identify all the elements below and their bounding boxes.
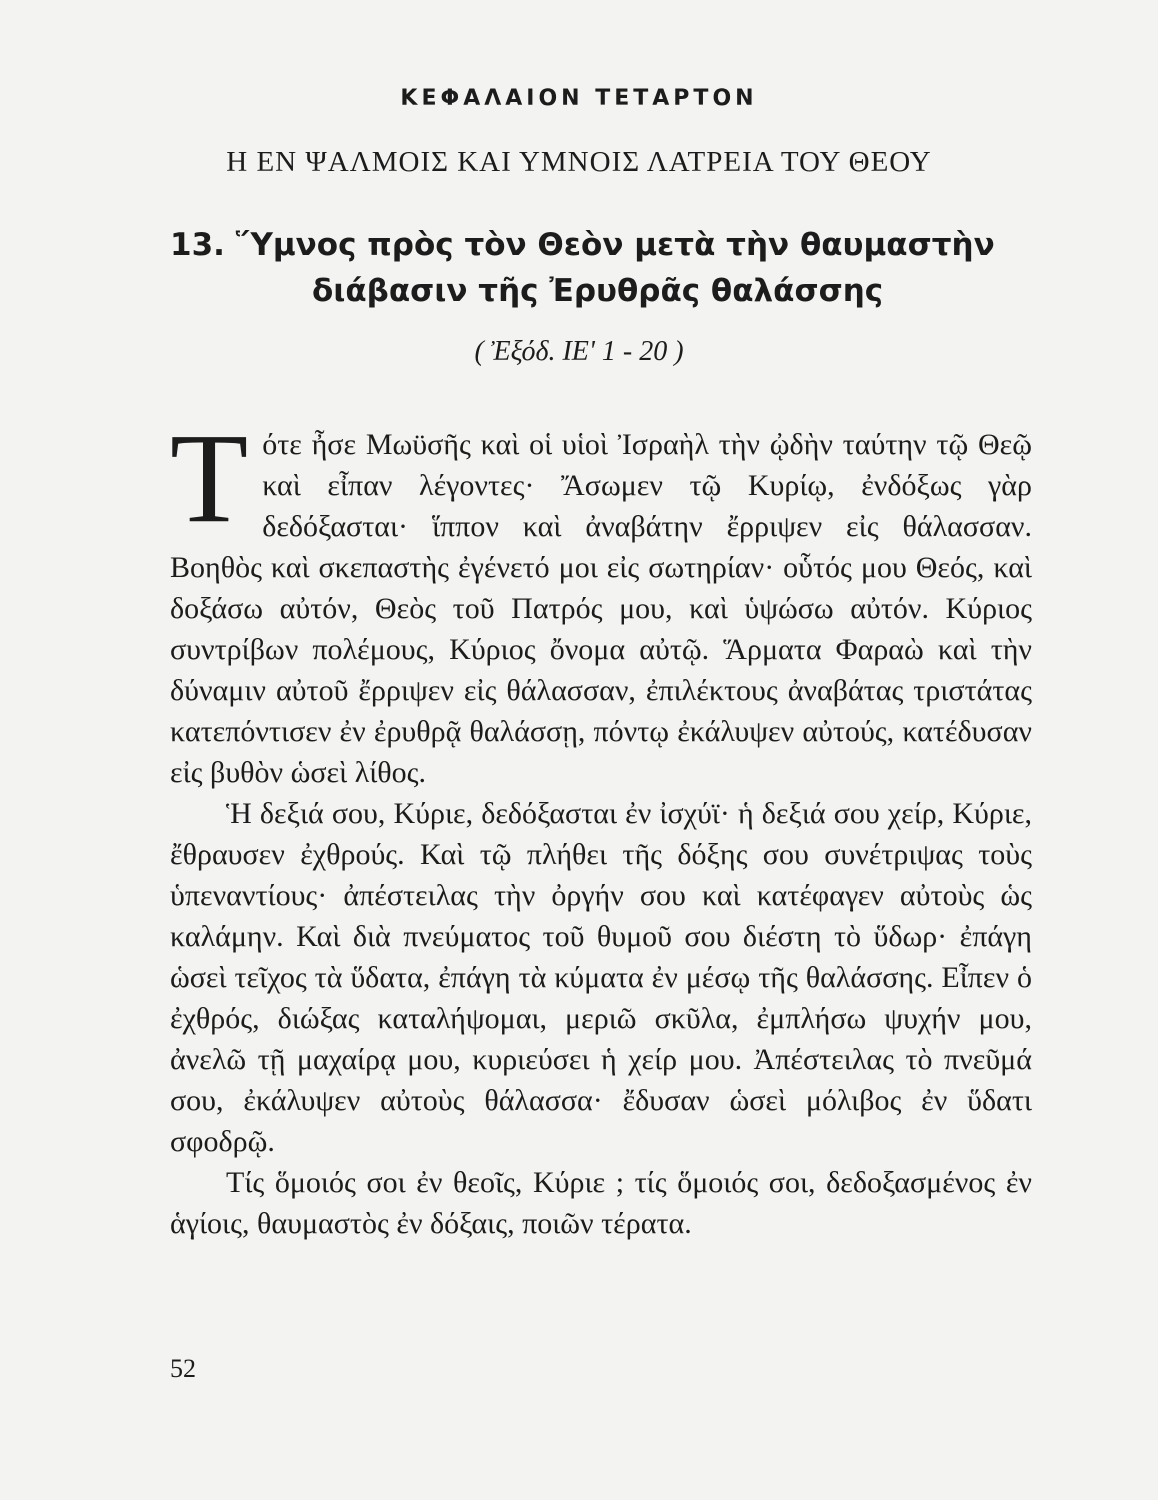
section-heading-line1: 13. Ὕμνος πρὸς τὸν Θεὸν μετὰ τὴν θαυμαστὴν	[170, 227, 995, 263]
paragraph-3: Τίς ὅμοιός σοι ἐν θεοῖς, Κύριε ; τίς ὅμοιός σοι, δεδοξασμένος ἐν ἁγίοις, θαυμαστὸς ἐν δόξαις, ποιῶν τέρατα.	[170, 1166, 1032, 1240]
scripture-reference: ( Ἐξόδ. ΙΕ' 1 - 20 )	[474, 336, 684, 367]
section-heading-line2: διάβασιν τῆς Ἐρυθρᾶς θαλάσσης	[312, 273, 884, 309]
paragraph-1	[170, 407, 1032, 793]
paragraph-2: Ἡ δεξιά σου, Κύριε, δεδόξασται ἐν ἰσχύϊ· ἡ δεξιά σου χείρ, Κύριε, ἔθραυσεν ἐχθρούς. Καὶ τῷ πλήθει τῆς δόξης σου συνέτριψας τοὺς ὑπεναντίους· ἀπέστειλας τὴν ὀργήν σου καὶ κατέφαγεν αὐτοὺς ὡς καλάμην. Καὶ διὰ πνεύματος τοῦ θυμοῦ σου διέστη τὸ ὕδωρ· ἐπάγη ὡσεὶ τεῖχος τὰ ὕδατα, ἐπάγη τὰ κύματα ἐν μέσῳ τῆς θαλάσσης. Εἶπεν ὁ ἐχθρός, διώξας καταλήψομαι, μεριῶ σκῦλα, ἐμπλήσω ψυχήν μου, ἀνελῶ τῇ μαχαίρᾳ μου, κυριεύσει ἡ χείρ μου. Ἀπέστειλας τὸ πνεῦμά σου, ἐκάλυψεν αὐτοὺς θάλασσα· ἔδυσαν ὡσεὶ μόλιβος ἐν ὕδατι σφοδρῷ.	[170, 797, 1032, 1158]
drop-cap: Τ	[170, 407, 249, 549]
body-text	[170, 407, 1032, 1244]
page-number: 52	[170, 1354, 196, 1383]
section-heading	[170, 222, 1050, 314]
chapter-title: Η ΕΝ ΨΑΛΜΟΙΣ ΚΑΙ ΥΜΝΟΙΣ ΛΑΤΡΕΙΑ ΤΟΥ ΘΕΟΥ	[226, 146, 932, 178]
chapter-label: ΚΕΦΑΛΑΙΟΝ ΤΕΤΑΡΤΟΝ	[400, 86, 758, 111]
paragraph-1-text: ότε ἦσε Μωϋσῆς καὶ οἱ υἱοὶ Ἰσραὴλ τὴν ᾠδὴν ταύτην τῷ Θεῷ καὶ εἶπαν λέγοντες· Ἄσωμεν τῷ Κυρίῳ, ἐνδόξως γὰρ δεδόξασται· ἵππον καὶ ἀναβάτην ἔρριψεν εἰς θάλασσαν. Βοηθὸς καὶ σκεπαστὴς ἐγένετό μοι εἰς σωτηρίαν· οὗτός μου Θεός, καὶ δοξάσω αὐτόν, Θεὸς τοῦ Πατρός μου, καὶ ὑψώσω αὐτόν. Κύριος συντρίβων πολέμους, Κύριος ὄνομα αὐτῷ. Ἅρματα Φαραὼ καὶ τὴν δύναμιν αὐτοῦ ἔρριψεν εἰς θάλασσαν, ἐπιλέκτους ἀναβάτας τριστάτας κατεπόντισεν ἐν ἐρυθρᾷ θαλάσσῃ, πόντῳ ἐκάλυψεν αὐτούς, κατέδυσαν εἰς βυθὸν ὡσεὶ λίθος.	[170, 428, 1032, 789]
